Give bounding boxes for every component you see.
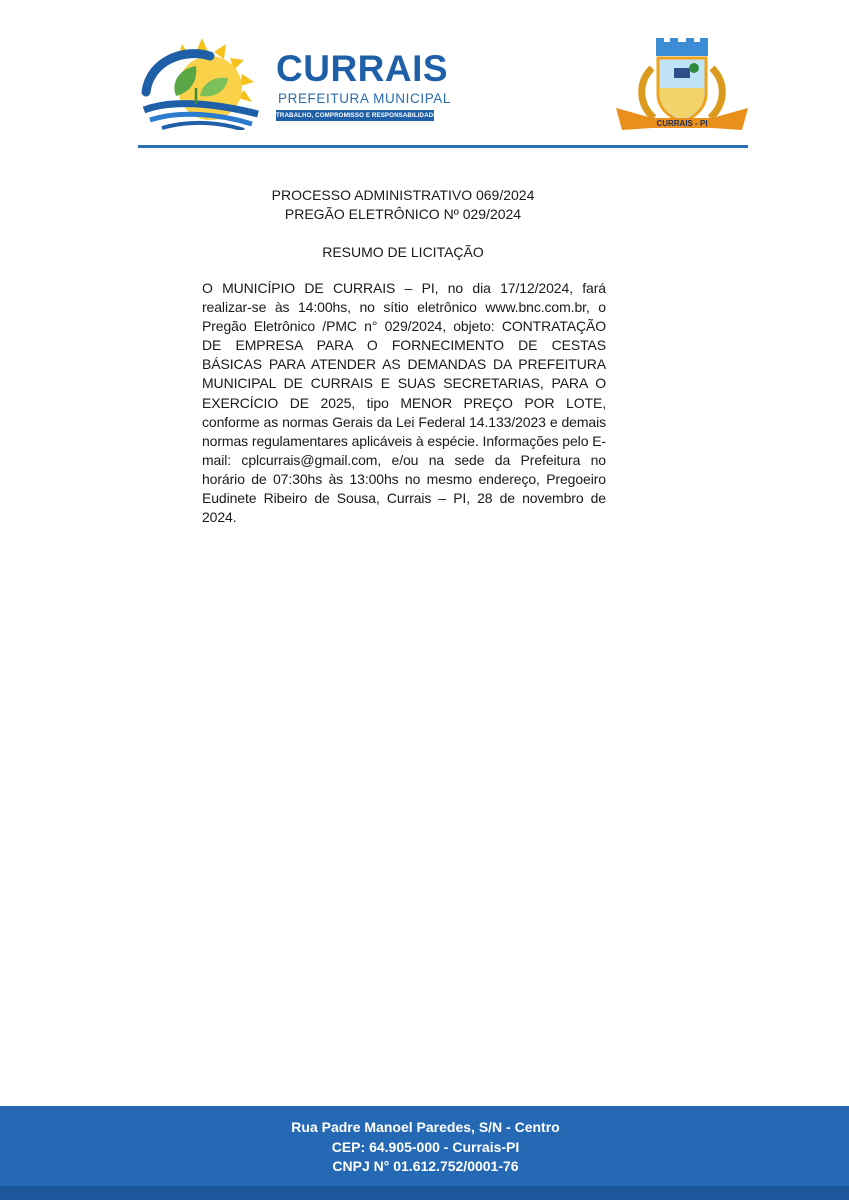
document-title: RESUMO DE LICITAÇÃO <box>322 244 484 260</box>
coat-of-arms-label: CURRAIS - PI <box>656 119 708 128</box>
brand-tagline: TRABALHO, COMPROMISSO E RESPONSABILIDADE <box>276 112 438 119</box>
document-body: O MUNICÍPIO DE CURRAIS – PI, no dia 17/12/2024, fará realizar-se às 14:00hs, no sítio eletrônico www.bnc.com.br, o Pregão Eletrônico /PMC n° 029/2024, objeto: CONTRATAÇÃO DE EMPRESA PARA O FORNECIMENTO DE CESTAS BÁSICAS PARA ATENDER AS DEMANDAS DA PREFEITURA MUNICIPAL DE CURRAIS E SUAS SECRETARIAS, PARA O EXERCÍCIO DE 2025, tipo MENOR PREÇO POR LOTE, conforme as normas Gerais da Lei Federal 14.133/2023 e demais normas regulamentares aplicáveis à espécie. Informações pelo E-mail: cplcurrais@gmail.com, e/ou na sede da Prefeitura no horário de 07:30hs às 13:00hs no mesmo endereço, Pregoeiro Eudinete Ribeiro de Sousa, Currais – PI, 28 de novembro de 2024. <box>202 280 606 526</box>
prefeitura-logo-icon <box>140 30 270 130</box>
footer-address: Rua Padre Manoel Paredes, S/N - Centro <box>291 1119 560 1135</box>
coat-of-arms-icon <box>612 38 752 136</box>
footer-contact <box>0 1118 849 1177</box>
document-heading <box>200 186 606 224</box>
footer-cep: CEP: 64.905-000 - Currais-PI <box>331 1138 520 1155</box>
process-number: PROCESSO ADMINISTRATIVO 069/2024 <box>271 187 535 203</box>
pregao-number: PREGÃO ELETRÔNICO Nº 029/2024 <box>284 206 522 222</box>
footer-cnpj: CNPJ N° 01.612.752/0001-76 <box>332 1158 519 1174</box>
footer-strip <box>0 1186 849 1200</box>
header-divider <box>138 145 748 148</box>
brand-name: CURRAIS <box>276 48 449 89</box>
letterhead <box>0 0 849 160</box>
brand-subtitle: PREFEITURA MUNICIPAL <box>278 91 452 106</box>
